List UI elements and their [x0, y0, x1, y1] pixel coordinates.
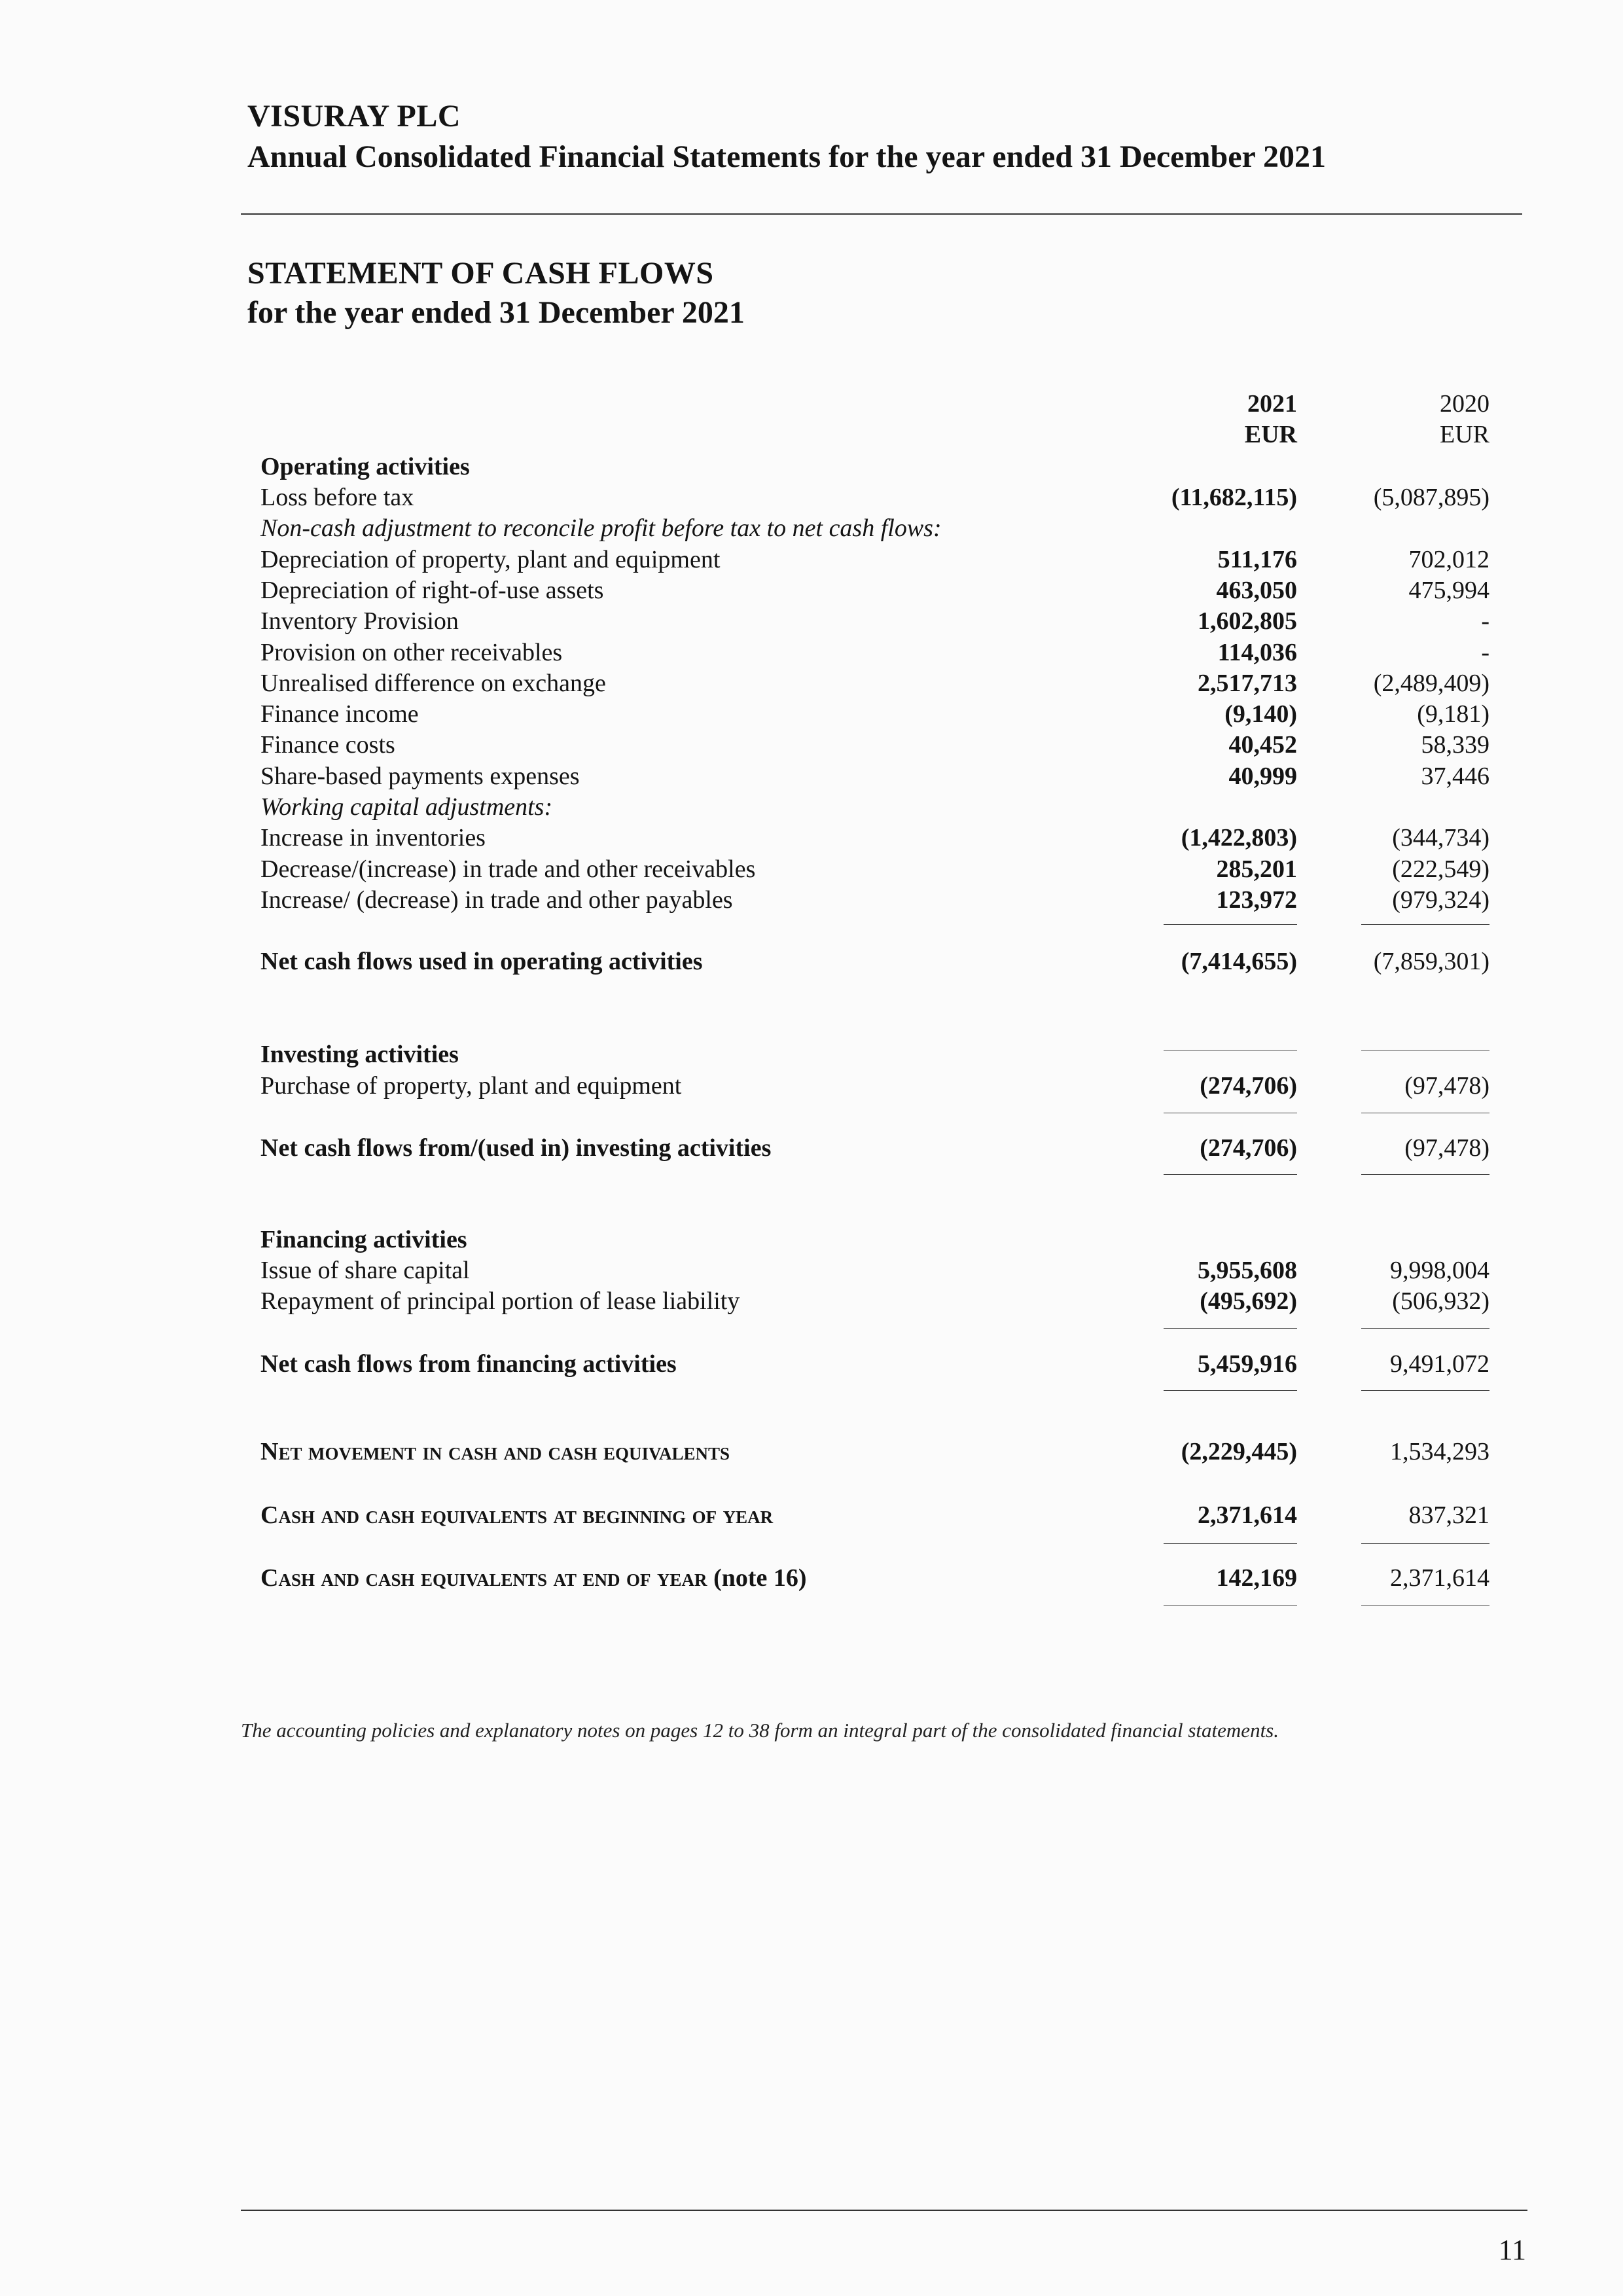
row-value-2021: 114,036 — [1217, 639, 1297, 666]
section-heading-financing: Financing activities — [260, 1226, 467, 1253]
row-value-2020: (222,549) — [1392, 855, 1489, 883]
cash-end-label: Cash and cash equivalents at end of year — [260, 1564, 707, 1592]
row-label: Depreciation of right-of-use assets — [260, 577, 604, 604]
net-movement-2020: 1,534,293 — [1390, 1438, 1489, 1465]
row-value-2020: (506,932) — [1392, 1287, 1489, 1315]
total-value-2021: 5,459,916 — [1198, 1350, 1297, 1378]
row-label: Increase in inventories — [260, 824, 486, 852]
company-name: VISURAY PLC — [247, 99, 461, 134]
total-value-2021: (7,414,655) — [1181, 948, 1297, 975]
note-reference: (note 16) — [713, 1564, 807, 1592]
document-subtitle: Annual Consolidated Financial Statements for the year ended 31 December 2021 — [247, 139, 1326, 174]
total-value-2020: 9,491,072 — [1390, 1350, 1489, 1378]
row-value-2020: 475,994 — [1408, 577, 1489, 604]
subtotal-rule — [1361, 1174, 1489, 1175]
statement-period: for the year ended 31 December 2021 — [247, 295, 745, 330]
total-label-financing: Net cash flows from financing activities — [260, 1350, 677, 1378]
cash-beginning-label: Cash and cash equivalents at beginning of year — [260, 1501, 774, 1529]
row-value-2020: 702,012 — [1408, 546, 1489, 573]
net-movement-label: Net movement in cash and cash equivalents — [260, 1438, 730, 1465]
row-value-2021: (1,422,803) — [1181, 824, 1297, 852]
row-value-2021: 40,452 — [1228, 731, 1297, 759]
total-value-2020: (7,859,301) — [1373, 948, 1489, 975]
row-label: Decrease/(increase) in trade and other receivables — [260, 855, 756, 883]
row-label: Issue of share capital — [260, 1257, 470, 1284]
row-value-2021: 123,972 — [1216, 886, 1297, 914]
row-value-2020: 37,446 — [1421, 762, 1489, 790]
row-label: Share-based payments expenses — [260, 762, 580, 790]
row-value-2020: 9,998,004 — [1390, 1257, 1489, 1284]
row-label: Finance income — [260, 700, 419, 728]
row-value-2020: (979,324) — [1392, 886, 1489, 914]
row-label: Repayment of principal portion of lease liability — [260, 1287, 740, 1315]
cash-end-2020: 2,371,614 — [1390, 1564, 1489, 1592]
subheading-working-capital: Working capital adjustments: — [260, 793, 553, 821]
subtotal-rule — [1164, 1390, 1297, 1391]
net-movement-2021: (2,229,445) — [1181, 1438, 1297, 1465]
section-heading-operating: Operating activities — [260, 453, 470, 480]
subtotal-rule — [1164, 1328, 1297, 1329]
total-label-operating: Net cash flows used in operating activities — [260, 948, 703, 975]
row-label: Purchase of property, plant and equipment — [260, 1072, 682, 1100]
total-label-investing: Net cash flows from/(used in) investing activities — [260, 1134, 772, 1162]
subtotal-rule — [1361, 1543, 1489, 1544]
statement-title: STATEMENT OF CASH FLOWS — [247, 256, 714, 291]
subtotal-rule — [1361, 924, 1489, 925]
row-label: Inventory Provision — [260, 607, 459, 635]
row-value-2020: 58,339 — [1421, 731, 1489, 759]
column-header-2021: 2021 — [1247, 390, 1297, 418]
total-value-2020: (97,478) — [1404, 1134, 1489, 1162]
cash-end-2021: 142,169 — [1216, 1564, 1297, 1592]
row-value-2021: 5,955,608 — [1198, 1257, 1297, 1284]
row-value-2021: 2,517,713 — [1198, 670, 1297, 697]
row-value-2021: 285,201 — [1216, 855, 1297, 883]
row-label: Loss before tax — [260, 484, 414, 511]
row-value-2020: - — [1481, 607, 1489, 635]
row-value-2021: (495,692) — [1200, 1287, 1297, 1315]
row-label: Increase/ (decrease) in trade and other payables — [260, 886, 733, 914]
row-value-2020: - — [1481, 639, 1489, 666]
row-value-2021: (11,682,115) — [1171, 484, 1297, 511]
row-label: Provision on other receivables — [260, 639, 563, 666]
row-value-2021: (9,140) — [1224, 700, 1297, 728]
row-value-2021: 40,999 — [1228, 762, 1297, 790]
cash-beginning-2020: 837,321 — [1408, 1501, 1489, 1529]
subtotal-rule — [1164, 1543, 1297, 1544]
column-header-2020: 2020 — [1440, 390, 1489, 418]
row-value-2021: 1,602,805 — [1198, 607, 1297, 635]
row-label: Depreciation of property, plant and equipment — [260, 546, 721, 573]
cash-end-row — [260, 1563, 807, 1593]
cash-beginning-2021: 2,371,614 — [1198, 1501, 1297, 1529]
row-value-2020: (344,734) — [1392, 824, 1489, 852]
row-value-2020: (2,489,409) — [1373, 670, 1489, 697]
subtotal-rule — [1164, 924, 1297, 925]
subtotal-rule — [1164, 1174, 1297, 1175]
footer-divider — [241, 2210, 1527, 2211]
row-value-2020: (5,087,895) — [1373, 484, 1489, 511]
column-currency-2021: EUR — [1244, 421, 1297, 448]
subtotal-rule — [1361, 1390, 1489, 1391]
footnote: The accounting policies and explanatory notes on pages 12 to 38 form an integral part of the consolidated financial statements. — [241, 1719, 1279, 1742]
row-label: Finance costs — [260, 731, 395, 759]
row-value-2020: (97,478) — [1404, 1072, 1489, 1100]
subtotal-rule — [1361, 1328, 1489, 1329]
total-value-2021: (274,706) — [1200, 1134, 1297, 1162]
page-number: 11 — [1498, 2234, 1526, 2266]
subheading-non-cash: Non-cash adjustment to reconcile profit before tax to net cash flows: — [260, 514, 942, 542]
column-currency-2020: EUR — [1440, 421, 1489, 448]
header-divider — [241, 213, 1522, 215]
row-value-2020: (9,181) — [1417, 700, 1489, 728]
row-value-2021: 463,050 — [1216, 577, 1297, 604]
row-label: Unrealised difference on exchange — [260, 670, 606, 697]
section-heading-investing: Investing activities — [260, 1041, 459, 1068]
row-value-2021: (274,706) — [1200, 1072, 1297, 1100]
row-value-2021: 511,176 — [1217, 546, 1297, 573]
